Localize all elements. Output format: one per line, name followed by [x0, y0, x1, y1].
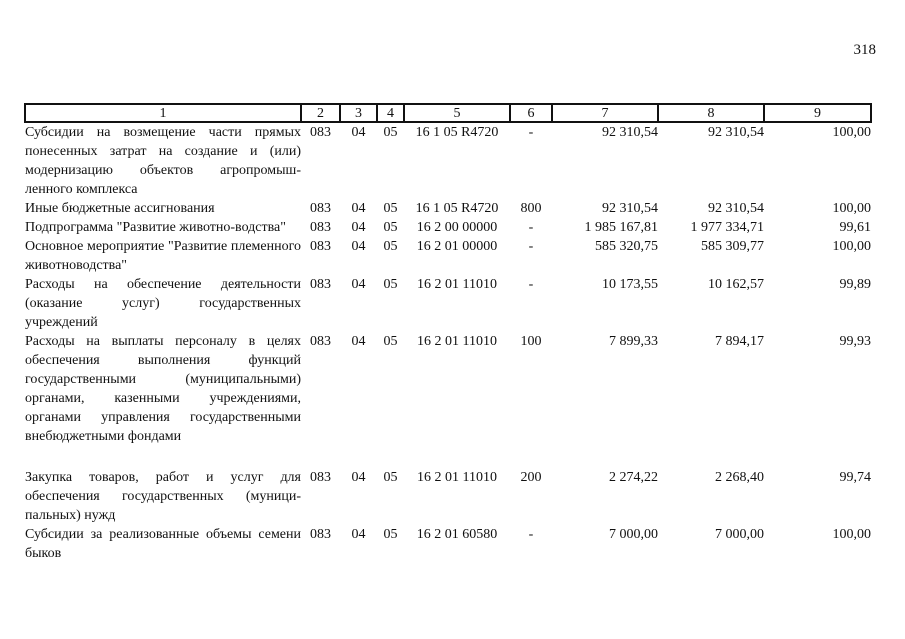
row-plan: 7 899,33 [609, 334, 658, 349]
row-rz: 04 [351, 470, 366, 485]
row-pr: 05 [383, 239, 398, 254]
row-fact: 7 000,00 [715, 527, 764, 542]
table-row [25, 199, 871, 218]
row-fact: 1 977 334,71 [690, 220, 764, 235]
column-header: 6 [510, 104, 552, 122]
column-header: 3 [340, 104, 377, 122]
row-ved: 083 [310, 527, 331, 542]
column-header: 2 [301, 104, 340, 122]
row-rz: 04 [351, 125, 366, 140]
row-pr: 05 [383, 125, 398, 140]
row-vr: - [528, 125, 534, 140]
row-csr: 16 2 01 11010 [417, 470, 497, 485]
column-header: 8 [658, 104, 764, 122]
row-pr: 05 [383, 527, 398, 542]
row-fact: 2 268,40 [715, 470, 764, 485]
row-name: Субсидии на возмещение части прямых понесенных затрат на создание и (или) модернизацию объектов агропромыш-ленного комплекса [25, 125, 301, 197]
row-vr: 100 [520, 334, 542, 349]
row-pr: 05 [383, 470, 398, 485]
column-header: 4 [377, 104, 404, 122]
column-header: 5 [404, 104, 510, 122]
row-vr: - [528, 220, 534, 235]
row-csr: 16 2 00 00000 [416, 220, 498, 235]
row-percent: 99,93 [839, 334, 871, 349]
row-rz: 04 [351, 527, 366, 542]
row-plan: 585 320,75 [595, 239, 658, 254]
page-number: 318 [853, 42, 876, 58]
row-name: Подпрограмма "Развитие животно-водства" [25, 220, 286, 235]
row-fact: 92 310,54 [708, 125, 764, 140]
row-plan: 7 000,00 [609, 527, 658, 542]
table-row [25, 525, 871, 563]
row-csr: 16 2 01 00000 [416, 239, 498, 254]
table-header-row [25, 104, 871, 122]
row-rz: 04 [351, 220, 366, 235]
row-name: Расходы на выплаты персоналу в целях обеспечения выполнения функций государственными (муниципальными) органами, казенными учреждениями, органами управления государственными внебюджетными фондами [25, 334, 301, 444]
row-percent: 99,61 [839, 220, 871, 235]
row-rz: 04 [351, 201, 366, 216]
row-plan: 1 985 167,81 [584, 220, 658, 235]
row-percent: 100,00 [832, 125, 871, 140]
row-ved: 083 [310, 125, 331, 140]
row-csr: 16 2 01 60580 [416, 527, 498, 542]
row-csr: 16 1 05 R4720 [415, 201, 499, 216]
row-vr: - [528, 527, 534, 542]
row-vr: 200 [520, 470, 542, 485]
table-row [25, 468, 871, 525]
row-ved: 083 [310, 277, 331, 292]
row-fact: 92 310,54 [708, 201, 764, 216]
row-fact: 7 894,17 [715, 334, 764, 349]
column-header: 7 [552, 104, 658, 122]
row-plan: 92 310,54 [602, 125, 658, 140]
row-vr: 800 [520, 201, 542, 216]
row-name: Закупка товаров, работ и услуг для обеспечения государственных (муници-пальных) нужд [25, 470, 301, 523]
table-row [25, 218, 871, 237]
row-csr: 16 2 01 11010 [417, 277, 497, 292]
row-csr: 16 1 05 R4720 [415, 125, 499, 140]
row-fact: 10 162,57 [708, 277, 764, 292]
row-pr: 05 [383, 334, 398, 349]
row-pr: 05 [383, 220, 398, 235]
column-header: 1 [25, 104, 301, 122]
row-vr: - [528, 239, 534, 254]
table-row [25, 237, 871, 275]
row-ved: 083 [310, 470, 331, 485]
row-name: Иные бюджетные ассигнования [25, 201, 215, 216]
row-csr: 16 2 01 11010 [417, 334, 497, 349]
row-vr: - [528, 277, 534, 292]
row-name: Расходы на обеспечение деятельности (оказание услуг) государственных учреждений [25, 277, 301, 330]
row-pr: 05 [383, 277, 398, 292]
budget-table [24, 103, 872, 563]
row-plan: 2 274,22 [609, 470, 658, 485]
row-ved: 083 [310, 201, 331, 216]
row-rz: 04 [351, 277, 366, 292]
row-name: Субсидии за реализованные объемы семени быков [25, 527, 301, 561]
row-ved: 083 [310, 220, 331, 235]
row-percent: 99,89 [839, 277, 871, 292]
row-percent: 100,00 [832, 201, 871, 216]
row-percent: 99,74 [839, 470, 871, 485]
row-fact: 585 309,77 [701, 239, 764, 254]
table-row [25, 275, 871, 332]
row-rz: 04 [351, 239, 366, 254]
row-percent: 100,00 [832, 239, 871, 254]
table-row [25, 332, 871, 468]
column-header: 9 [764, 104, 871, 122]
row-ved: 083 [310, 334, 331, 349]
row-name: Основное мероприятие "Развитие племенного животноводства" [25, 239, 301, 273]
table-row [25, 122, 871, 199]
row-ved: 083 [310, 239, 331, 254]
row-pr: 05 [383, 201, 398, 216]
row-plan: 92 310,54 [602, 201, 658, 216]
row-percent: 100,00 [832, 527, 871, 542]
row-rz: 04 [351, 334, 366, 349]
row-plan: 10 173,55 [602, 277, 658, 292]
